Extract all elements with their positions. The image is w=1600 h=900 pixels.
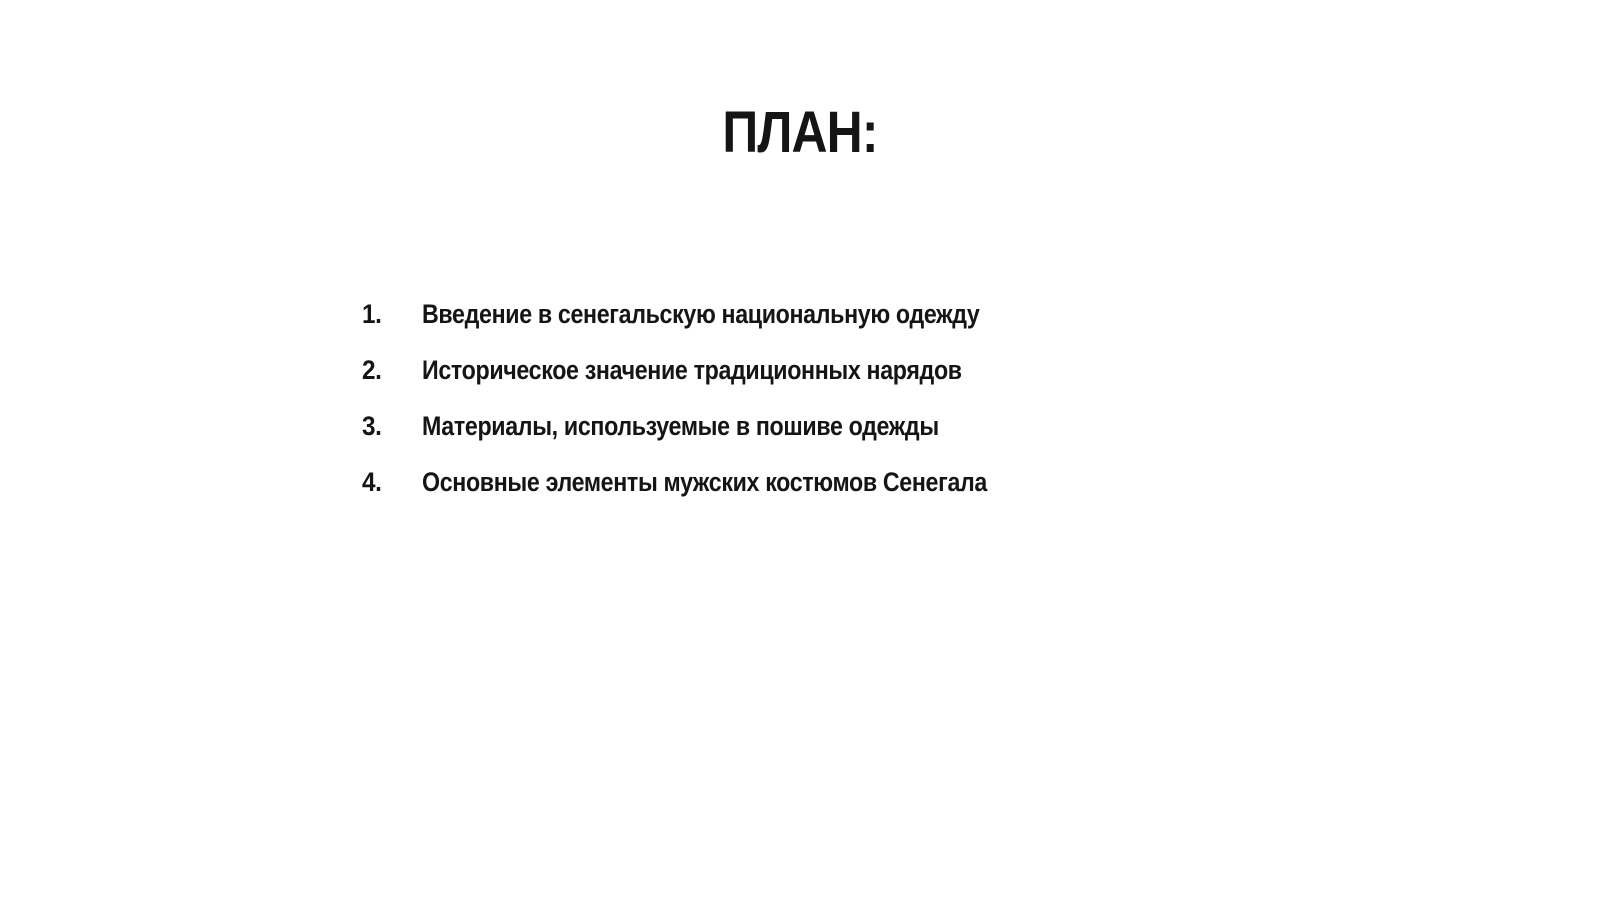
- plan-item-number: 2.: [362, 355, 382, 385]
- plan-item-number: 3.: [362, 411, 382, 441]
- plan-item-2: [362, 342, 1079, 398]
- plan-item-text: Основные элементы мужских костюмов Сенегала: [422, 467, 988, 497]
- plan-item-3: [362, 398, 1079, 454]
- plan-item-text: Введение в сенегальскую национальную одежду: [422, 299, 980, 329]
- plan-item-text: Историческое значение традиционных нарядов: [422, 355, 962, 385]
- plan-item-1: [362, 286, 1079, 342]
- plan-item-number: 4.: [362, 467, 382, 497]
- plan-item-text: Материалы, используемые в пошиве одежды: [422, 411, 939, 441]
- plan-list: [362, 286, 1079, 510]
- plan-item-number: 1.: [362, 299, 382, 329]
- plan-item-4: [362, 454, 1079, 510]
- slide-title: ПЛАН:: [722, 100, 878, 165]
